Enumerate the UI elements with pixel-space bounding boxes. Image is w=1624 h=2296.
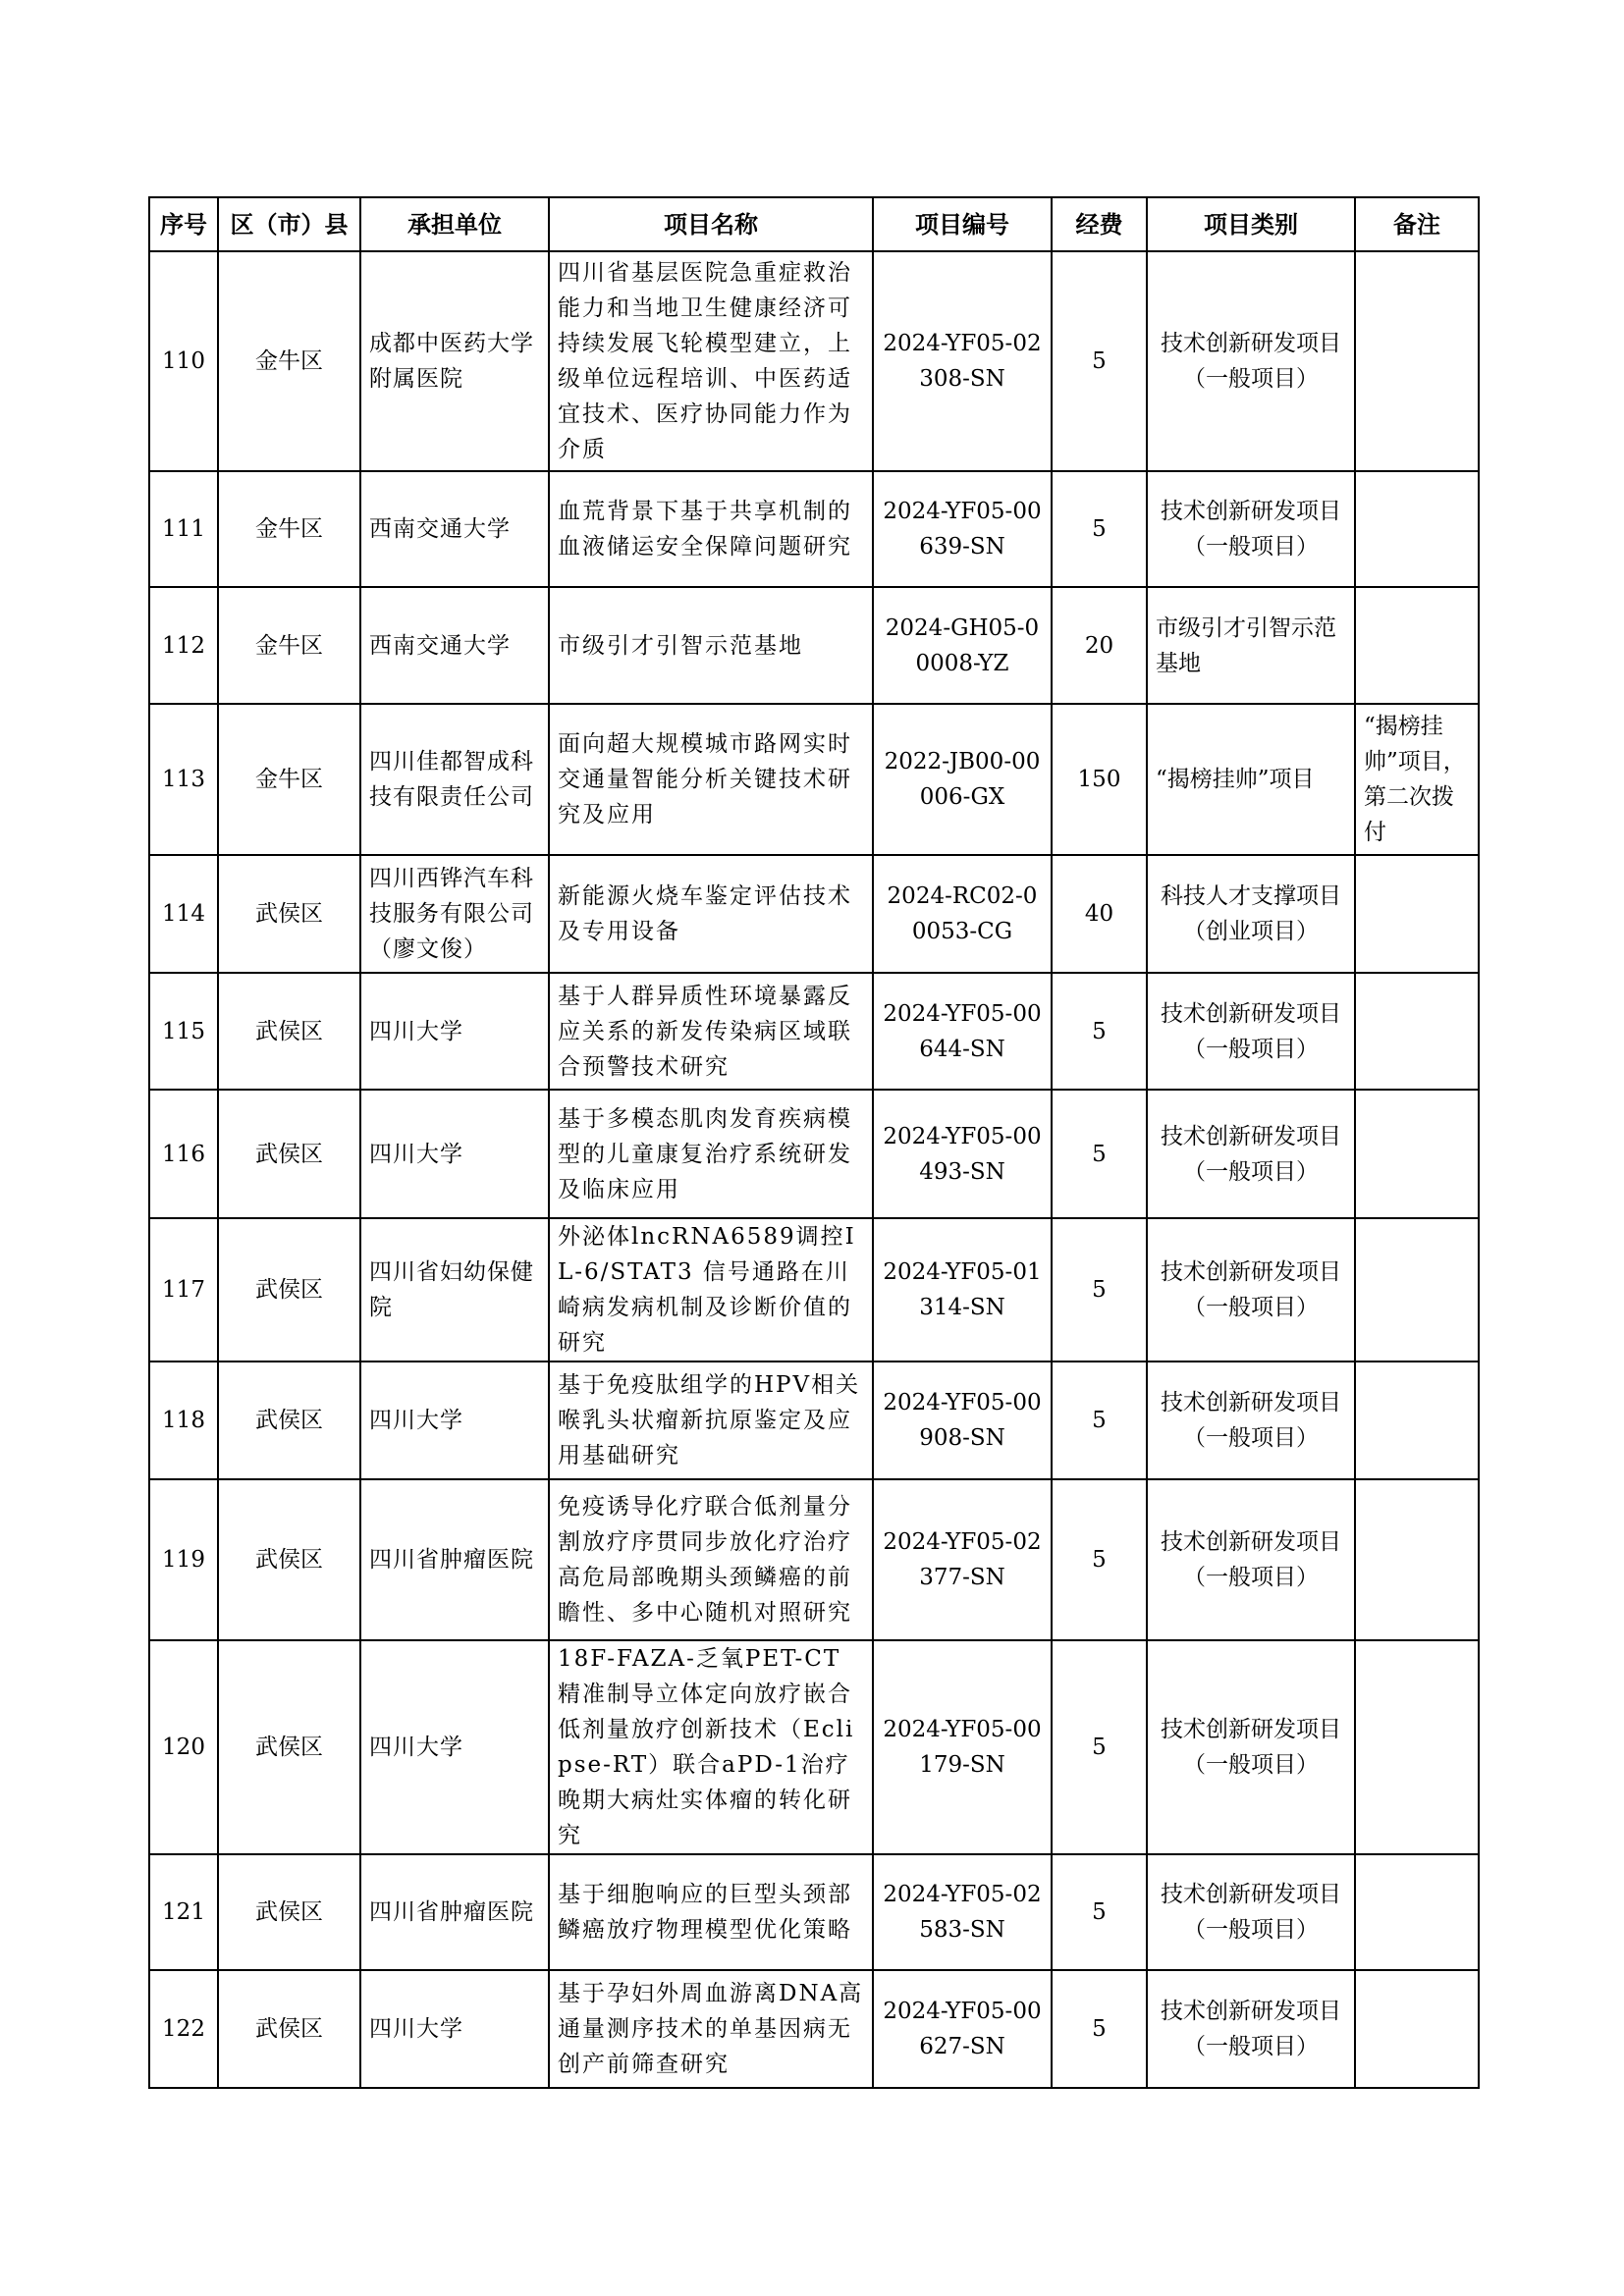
- cell-project-code: 2024-YF05-00639-SN: [873, 471, 1052, 587]
- cell-project-name: 市级引才引智示范基地: [549, 587, 873, 704]
- cell-project-name: 新能源火烧车鉴定评估技术及专用设备: [549, 855, 873, 973]
- cell-project-name: 四川省基层医院急重症救治能力和当地卫生健康经济可持续发展飞轮模型建立，上级单位远程培训、中医药适宜技术、医疗协同能力作为介质: [549, 251, 873, 471]
- header-unit: 承担单位: [360, 197, 549, 251]
- cell-funding: 5: [1052, 973, 1147, 1090]
- cell-project-name: 基于免疫肽组学的HPV相关喉乳头状瘤新抗原鉴定及应用基础研究: [549, 1362, 873, 1479]
- cell-project-code: 2024-YF05-00179-SN: [873, 1640, 1052, 1854]
- header-funding: 经费: [1052, 197, 1147, 251]
- cell-note: [1355, 587, 1479, 704]
- cell-project-name: 血荒背景下基于共享机制的血液储运安全保障问题研究: [549, 471, 873, 587]
- cell-district: 武侯区: [218, 1218, 360, 1362]
- table-row: [149, 1970, 1479, 2088]
- cell-note: [1355, 471, 1479, 587]
- cell-category: 技术创新研发项目（一般项目）: [1147, 1479, 1355, 1640]
- cell-no: 119: [149, 1479, 218, 1640]
- cell-note: [1355, 1218, 1479, 1362]
- cell-category: 技术创新研发项目（一般项目）: [1147, 1854, 1355, 1970]
- table-row: [149, 1090, 1479, 1218]
- cell-note: [1355, 855, 1479, 973]
- table-row: [149, 973, 1479, 1090]
- cell-note: [1355, 251, 1479, 471]
- cell-district: 金牛区: [218, 704, 360, 855]
- cell-district: 金牛区: [218, 471, 360, 587]
- table-header-row: [149, 197, 1479, 251]
- header-note: 备注: [1355, 197, 1479, 251]
- cell-project-code: 2024-YF05-01314-SN: [873, 1218, 1052, 1362]
- header-district: 区（市）县: [218, 197, 360, 251]
- cell-category: 科技人才支撑项目（创业项目）: [1147, 855, 1355, 973]
- cell-category: 技术创新研发项目（一般项目）: [1147, 1362, 1355, 1479]
- cell-project-code: 2024-RC02-00053-CG: [873, 855, 1052, 973]
- cell-funding: 5: [1052, 1479, 1147, 1640]
- cell-category: 市级引才引智示范基地: [1147, 587, 1355, 704]
- cell-no: 111: [149, 471, 218, 587]
- cell-no: 110: [149, 251, 218, 471]
- cell-unit: 四川大学: [360, 973, 549, 1090]
- cell-note: [1355, 1640, 1479, 1854]
- cell-project-code: 2022-JB00-00006-GX: [873, 704, 1052, 855]
- cell-no: 113: [149, 704, 218, 855]
- cell-funding: 150: [1052, 704, 1147, 855]
- cell-district: 金牛区: [218, 587, 360, 704]
- cell-project-name: 面向超大规模城市路网实时交通量智能分析关键技术研究及应用: [549, 704, 873, 855]
- cell-unit: 四川西铧汽车科技服务有限公司（廖文俊）: [360, 855, 549, 973]
- cell-district: 武侯区: [218, 973, 360, 1090]
- cell-unit: 四川大学: [360, 1362, 549, 1479]
- table-row: [149, 1640, 1479, 1854]
- cell-project-code: 2024-YF05-02583-SN: [873, 1854, 1052, 1970]
- cell-category: 技术创新研发项目（一般项目）: [1147, 1218, 1355, 1362]
- cell-project-code: 2024-YF05-02377-SN: [873, 1479, 1052, 1640]
- cell-project-name: 基于孕妇外周血游离DNA高通量测序技术的单基因病无创产前筛查研究: [549, 1970, 873, 2088]
- cell-project-code: 2024-YF05-00644-SN: [873, 973, 1052, 1090]
- cell-funding: 5: [1052, 1970, 1147, 2088]
- cell-district: 武侯区: [218, 1479, 360, 1640]
- header-project-name: 项目名称: [549, 197, 873, 251]
- cell-note: [1355, 1090, 1479, 1218]
- cell-project-name: 基于多模态肌肉发育疾病模型的儿童康复治疗系统研发及临床应用: [549, 1090, 873, 1218]
- cell-funding: 5: [1052, 1362, 1147, 1479]
- cell-unit: 四川大学: [360, 1640, 549, 1854]
- cell-no: 116: [149, 1090, 218, 1218]
- cell-project-name: 18F-FAZA-乏氧PET-CT精准制导立体定向放疗嵌合低剂量放疗创新技术（Eclipse-RT）联合aPD-1治疗晚期大病灶实体瘤的转化研究: [549, 1640, 873, 1854]
- cell-unit: 四川佳都智成科技有限责任公司: [360, 704, 549, 855]
- cell-funding: 5: [1052, 1218, 1147, 1362]
- cell-category: 技术创新研发项目（一般项目）: [1147, 973, 1355, 1090]
- project-table: [148, 196, 1480, 2089]
- table-row: [149, 1218, 1479, 1362]
- cell-category: 技术创新研发项目（一般项目）: [1147, 471, 1355, 587]
- header-no: 序号: [149, 197, 218, 251]
- cell-no: 112: [149, 587, 218, 704]
- cell-no: 122: [149, 1970, 218, 2088]
- table-row: [149, 587, 1479, 704]
- cell-district: 武侯区: [218, 1640, 360, 1854]
- cell-unit: 四川省肿瘤医院: [360, 1854, 549, 1970]
- cell-note: [1355, 1479, 1479, 1640]
- cell-funding: 5: [1052, 1854, 1147, 1970]
- cell-no: 118: [149, 1362, 218, 1479]
- cell-note: [1355, 973, 1479, 1090]
- cell-funding: 40: [1052, 855, 1147, 973]
- cell-no: 114: [149, 855, 218, 973]
- cell-district: 武侯区: [218, 1090, 360, 1218]
- cell-district: 武侯区: [218, 1970, 360, 2088]
- cell-category: 技术创新研发项目（一般项目）: [1147, 1090, 1355, 1218]
- cell-note: [1355, 1970, 1479, 2088]
- cell-project-name: 基于细胞响应的巨型头颈部鳞癌放疗物理模型优化策略: [549, 1854, 873, 1970]
- cell-funding: 5: [1052, 251, 1147, 471]
- cell-no: 115: [149, 973, 218, 1090]
- cell-district: 武侯区: [218, 855, 360, 973]
- cell-funding: 5: [1052, 1640, 1147, 1854]
- table-row: [149, 471, 1479, 587]
- cell-project-name: 免疫诱导化疗联合低剂量分割放疗序贯同步放化疗治疗高危局部晚期头颈鳞癌的前瞻性、多中心随机对照研究: [549, 1479, 873, 1640]
- table-row: [149, 1854, 1479, 1970]
- cell-unit: 西南交通大学: [360, 587, 549, 704]
- cell-district: 武侯区: [218, 1854, 360, 1970]
- cell-no: 121: [149, 1854, 218, 1970]
- cell-category: 技术创新研发项目（一般项目）: [1147, 1640, 1355, 1854]
- cell-no: 117: [149, 1218, 218, 1362]
- cell-category: 技术创新研发项目（一般项目）: [1147, 1970, 1355, 2088]
- table-row: [149, 704, 1479, 855]
- cell-funding: 5: [1052, 471, 1147, 587]
- cell-project-code: 2024-YF05-00627-SN: [873, 1970, 1052, 2088]
- cell-unit: 四川大学: [360, 1090, 549, 1218]
- table-row: [149, 1479, 1479, 1640]
- cell-project-name: 外泌体lncRNA6589调控IL-6/STAT3 信号通路在川崎病发病机制及诊断价值的研究: [549, 1218, 873, 1362]
- cell-project-code: 2024-YF05-00493-SN: [873, 1090, 1052, 1218]
- cell-unit: 四川大学: [360, 1970, 549, 2088]
- cell-unit: 西南交通大学: [360, 471, 549, 587]
- cell-funding: 5: [1052, 1090, 1147, 1218]
- cell-no: 120: [149, 1640, 218, 1854]
- cell-note: [1355, 1854, 1479, 1970]
- table-row: [149, 1362, 1479, 1479]
- cell-unit: 四川省妇幼保健院: [360, 1218, 549, 1362]
- cell-category: 技术创新研发项目（一般项目）: [1147, 251, 1355, 471]
- cell-note: “揭榜挂帅”项目，第二次拨付: [1355, 704, 1479, 855]
- cell-note: [1355, 1362, 1479, 1479]
- cell-district: 金牛区: [218, 251, 360, 471]
- cell-funding: 20: [1052, 587, 1147, 704]
- table-row: [149, 855, 1479, 973]
- cell-unit: 成都中医药大学附属医院: [360, 251, 549, 471]
- cell-project-code: 2024-GH05-00008-YZ: [873, 587, 1052, 704]
- header-category: 项目类别: [1147, 197, 1355, 251]
- cell-unit: 四川省肿瘤医院: [360, 1479, 549, 1640]
- header-project-code: 项目编号: [873, 197, 1052, 251]
- cell-project-code: 2024-YF05-02308-SN: [873, 251, 1052, 471]
- cell-project-name: 基于人群异质性环境暴露反应关系的新发传染病区域联合预警技术研究: [549, 973, 873, 1090]
- table-row: [149, 251, 1479, 471]
- cell-category: “揭榜挂帅”项目: [1147, 704, 1355, 855]
- cell-district: 武侯区: [218, 1362, 360, 1479]
- cell-project-code: 2024-YF05-00908-SN: [873, 1362, 1052, 1479]
